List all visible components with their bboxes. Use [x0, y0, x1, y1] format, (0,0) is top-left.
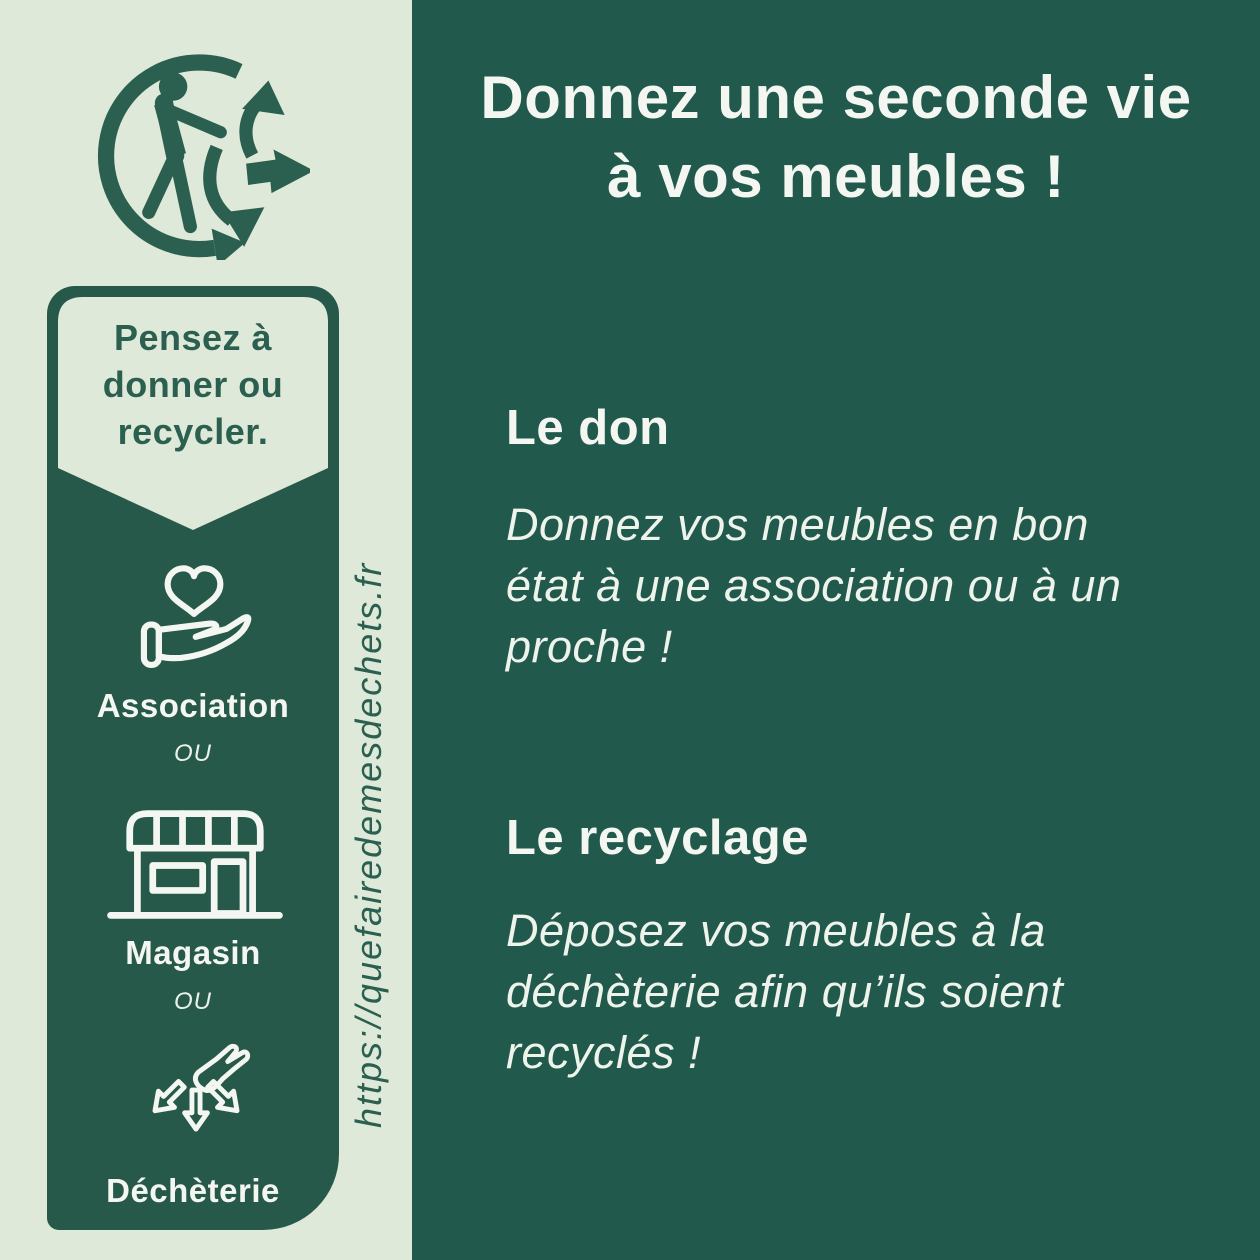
ribbon-panel — [47, 286, 339, 1230]
title-line-1: Donnez une seconde vie — [480, 64, 1192, 131]
option-label-decheterie: Déchèterie — [106, 1172, 280, 1209]
section-body-don — [506, 494, 1206, 677]
banner-line-2: donner ou — [102, 364, 284, 405]
hand-sorting-arrows-icon — [135, 1038, 257, 1160]
option-label-magasin: Magasin — [125, 934, 261, 971]
section-body-recyclage — [506, 900, 1206, 1083]
option-label-association: Association — [96, 687, 290, 724]
triman-recycling-icon — [92, 42, 310, 260]
heart-in-hand-icon — [128, 556, 260, 679]
recyclage-line-3: recyclés ! — [506, 1027, 702, 1078]
don-line-2: état à une association ou à un — [506, 560, 1122, 611]
recyclage-line-1: Déposez vos meubles à la — [506, 905, 1046, 956]
storefront-icon — [99, 800, 291, 930]
section-heading-recyclage: Le recyclage — [506, 811, 809, 865]
section-heading-don: Le don — [506, 401, 670, 455]
url-vertical-text: https://quefairedemesdechets.fr — [348, 561, 389, 1128]
banner-text — [47, 314, 339, 455]
page-title — [432, 58, 1240, 216]
banner-line-3: recycler. — [117, 411, 269, 452]
triman-logo-graphic — [92, 42, 310, 260]
recyclage-line-2: déchèterie afin qu’ils soient — [506, 966, 1064, 1017]
banner-line-1: Pensez à — [113, 317, 273, 358]
don-line-1: Donnez vos meubles en bon — [506, 499, 1089, 550]
don-line-3: proche ! — [506, 621, 673, 672]
title-line-2: à vos meubles ! — [607, 143, 1065, 210]
separator-ou-1: OU — [174, 740, 212, 767]
separator-ou-2: OU — [174, 988, 212, 1015]
